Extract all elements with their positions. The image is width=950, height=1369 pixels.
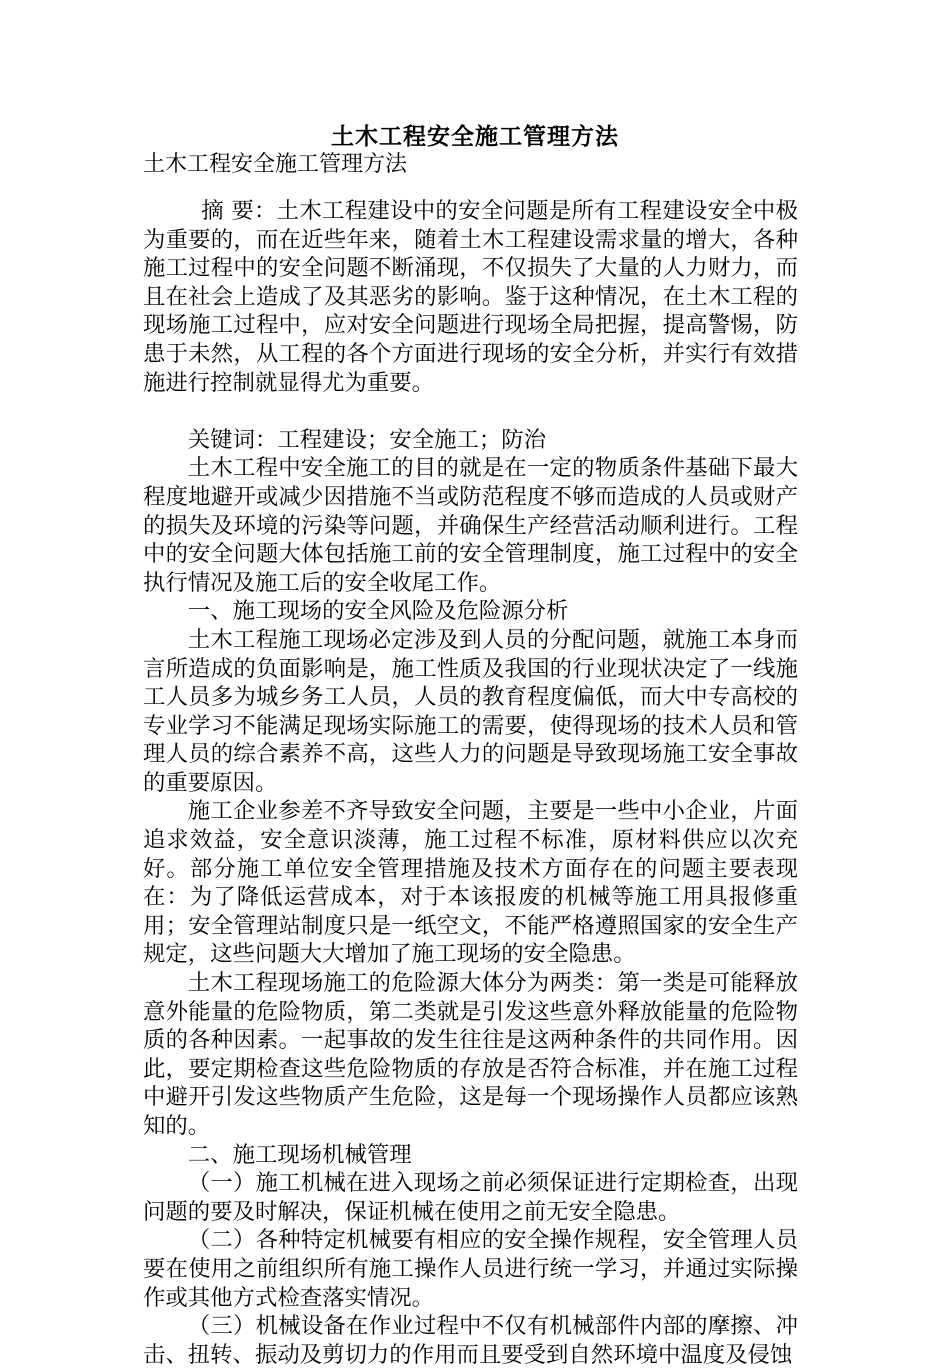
body-paragraph: 土木工程中安全施工的目的就是在一定的物质条件基础下最大程度地避开或减少因措施不当或防范程度不够而造成的人员或财产的损失及环境的污染等问题，并确保生产经营活动顺利进行。工程中的安全问题大体包括施工前的安全管理制度，施工过程中的安全执行情况及施工后的安全收尾工作。 bbox=[143, 455, 798, 596]
section-heading: 二、施工现场机械管理 bbox=[187, 1141, 412, 1168]
section-heading: 一、施工现场的安全风险及危险源分析 bbox=[187, 598, 569, 625]
document-body bbox=[143, 197, 798, 1369]
list-paragraph: （三）机械设备在作业过程中不仅有机械部件内部的摩擦、冲击、扭转、振动及剪切力的作用而且要受到自然环境中温度及侵蚀 bbox=[143, 1313, 798, 1368]
body-paragraph: 施工企业参差不齐导致安全问题，主要是一些中小企业，片面追求效益，安全意识淡薄，施工过程不标准，原材料供应以次充好。部分施工单位安全管理措施及技术方面存在的问题主要表现在：为了降低运营成本，对于本该报废的机械等施工用具报修重用；安全管理站制度只是一纸空文，不能严格遵照国家的安全生产规定，这些问题大大增加了施工现场的安全隐患。 bbox=[143, 798, 798, 968]
list-paragraph: （一）施工机械在进入现场之前必须保证进行定期检查，出现问题的要及时解决，保证机械在使用之前无安全隐患。 bbox=[143, 1170, 798, 1225]
document-title: 土木工程安全施工管理方法 bbox=[331, 123, 619, 150]
document-subtitle: 土木工程安全施工管理方法 bbox=[143, 152, 408, 177]
keywords-line: 关键词：工程建设；安全施工；防治 bbox=[187, 426, 547, 453]
body-paragraph: 土木工程施工现场必定涉及到人员的分配问题，就施工本身而言所造成的负面影响是，施工性质及我国的行业现状决定了一线施工人员多为城乡务工人员，人员的教育程度偏低，而大中专高校的专业学习不能满足现场实际施工的需要，使得现场的技术人员和管理人员的综合素养不高，这些人力的问题是导致现场施工安全事故的重要原因。 bbox=[143, 626, 798, 796]
paragraph-spacer bbox=[143, 397, 798, 426]
body-paragraph: 土木工程现场施工的危险源大体分为两类：第一类是可能释放意外能量的危险物质，第二类就是引发这些意外释放能量的危险物质的各种因素。一起事故的发生往往是这两种条件的共同作用。因此，要定期检查这些危险物质的存放是否符合标准，并在施工过程中避开引发这些物质产生危险，这是每一个现场操作人员都应该熟知的。 bbox=[143, 970, 798, 1139]
list-paragraph: （二）各种特定机械要有相应的安全操作规程，安全管理人员要在使用之前组织所有施工操作人员进行统一学习，并通过实际操作或其他方式检查落实情况。 bbox=[143, 1227, 798, 1311]
abstract-paragraph: 摘 要：土木工程建设中的安全问题是所有工程建设安全中极为重要的，而在近些年来，随着土木工程建设需求量的增大，各种施工过程中的安全问题不断涌现，不仅损失了大量的人力财力，而且在社会上造成了及其恶劣的影响。鉴于这种情况，在土木工程的现场施工过程中，应对安全问题进行现场全局把握，提高警惕，防患于未然，从工程的各个方面进行现场的安全分析，并实行有效措施进行控制就显得尤为重要。 bbox=[143, 198, 798, 396]
